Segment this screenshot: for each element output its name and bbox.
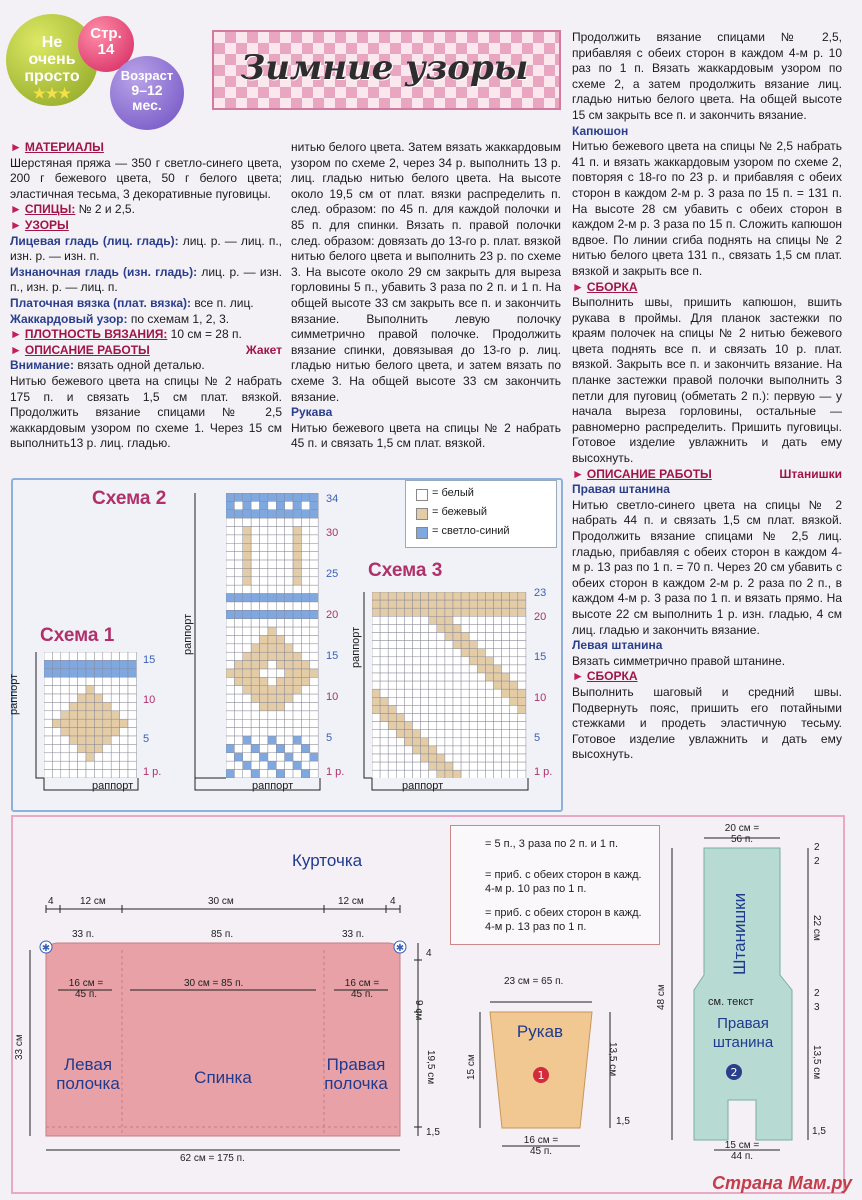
rapport-label-3: раппорт	[402, 780, 444, 792]
left-leg-text: Вязать симметрично правой штанине.	[572, 653, 786, 668]
hood-text: Нитью бежевого цвета на спицы № 2,5 набрать 41 п. и вязать жаккардовым узором по схеме 2, повторяя с 18-го по 23 р. и прибавляя с обеих сторон в каждом 2-м р. 3 раза по 15 п. = 131 п. На высоте 28 см убавить с обеих сторон в каждом 2-м р. 3 раза по 15 п. Сложить капюшон вдвое. По линии сгиба поднять на спицы № 2 нитью белого цвета 131 п., связать 1,5 см плат. вязкой и закрыть все п.	[572, 139, 842, 278]
arrow-icon: ►	[572, 466, 584, 481]
jacket-title: Курточка	[292, 851, 363, 870]
assembly-text: Выполнить швы, пришить капюшон, вшить рукава в проймы. Для планок застежки по краям полочек на спицы № 2 нитью бежевого цвета поднять все п. и связать 10 р. плат. вязкой. Закрыть все п. и закончить вязание. На планке застежки правой полочки выполнить 3 петли для пуговиц (обметать 2 п.): первую — у начала выреза горловины, остальные —равномерно распределить. Пришить пуговицы. Готовое изделие увлажнить и дать ему высохнуть.	[572, 295, 842, 466]
color-legend: = белый = бежевый = светло-синий	[405, 480, 557, 548]
sleeve-label: Рукав	[516, 1022, 564, 1041]
right-front-label: Правая полочка	[324, 1055, 388, 1093]
rapport-label-1: раппорт	[92, 780, 134, 792]
scheme-1-title: Схема 1	[40, 625, 115, 646]
column-3: Продолжить вязание спицами № 2,5, прибавляя с обеих сторон в каждом 4-м р. 10 раз по 1 п. Вязать жаккардовым узором по схеме 2, а затем продолжить вязание лиц. гладью нитью белого цвета. На общей высоте 15 см закрыть все п. и закончить вязание. Капюшон Нитью бежевого цвета на спицы № 2,5 набрать 41 п. и вязать жаккардовым узором по схеме 2, повторяя с 18-го по 23 р. и прибавляя с обеих сторон в каждом 2-м р. 3 раза по 15 п. = 131 п. На высоте 28 см убавить с обеих сторон в каждом 2-м р. 3 раза по 15 п. Сложить капюшон вдвое. По линии сгиба поднять на спицы № 2 нитью белого цвета 131 п., связать 1,5 см плат. вязкой и закрыть все п. ► СБОРКА Выполнить швы, пришить капюшон, вшить рукава в проймы. Для планок застежки по краям полочек на спицы № 2 нитью бежевого цвета поднять все п. и связать 10 р. плат. вязкой. Закрыть все п. и закончить вязание. На планке застежки правой полочки выполнить 3 петли для пуговиц (обметать 2 п.): первую — у начала выреза горловины, остальные —равномерно распределить. Пришить пуговицы. Готовое изделие увлажнить и дать ему высохнуть. ► ОПИСАНИЕ РАБОТЫ Штанишки Правая штанина Нитью светло-синего цвета на спицы № 2 набрать 44 п. и связать 1,5 см плат. вязкой. Продолжить вязание спицами № 2,5 лиц. гладью, прибавляя с обеих сторон в каждом 4-м р. 13 раз по 1 п. = 70 п. Через 20 см убавить с обеих сторон в каждом 2-м р. 2 раза по 2 п., в каждом 4-м р. 3 раза по 1 п. и вязать прямо. На высоте 22 см выполнить 1 р. изн. гладью, 4 см лиц. гладью и закончить вязание. Левая штанина Вязать симметрично правой штанине. ► СБОРКА Выполнить шаговый и средний швы. Подвернуть пояс, пришить его потайными стежками и продеть эластичную тесьму. Готовое изделие увлажнить и дать ему высохнуть.	[572, 30, 842, 762]
arrow-icon: ►	[10, 217, 22, 232]
arrow-icon: ►	[10, 342, 22, 357]
arrow-icon: ►	[10, 327, 22, 342]
arrow-icon: ►	[10, 140, 22, 154]
age-badge: Возраст 9–12 мес.	[110, 56, 184, 130]
pants-title: Штанишки	[730, 892, 749, 975]
jacket-text: Нитью бежевого цвета на спицы № 2 набрать 175 п. и связать 1,5 см плат. вязкой. Продолжить вязание спицами № 2,5 жаккардовым узором по схеме 1. Через 15 см выполнить13 р. лиц. гладью.	[10, 373, 282, 451]
materials-heading: МАТЕРИАЛЫ	[24, 140, 104, 154]
svg-text:✱: ✱	[395, 943, 405, 954]
page-badge: Стр. 14	[78, 16, 134, 72]
difficulty-badge: Не очень просто ★★★	[6, 14, 98, 106]
sleeve-heading: Рукава	[291, 405, 333, 420]
back-label: Спинка	[194, 1068, 252, 1087]
svg-text:1: 1	[537, 1069, 545, 1082]
assembly2-text: Выполнить шаговый и средний швы. Подвернуть пояс, пришить его потайными стежками и продеть эластичную тесьму. Готовое изделие увлажнить и дать ему высохнуть.	[572, 684, 842, 762]
svg-text:2: 2	[730, 1066, 738, 1079]
stars-rating: ★★★	[33, 85, 71, 101]
scheme-3-title: Схема 3	[368, 560, 443, 581]
scheme-2-title: Схема 2	[92, 488, 167, 509]
jacket-text-cont: нитью белого цвета. Затем вязать жаккардовым узором по схеме 2, через 34 р. выполнить 13 р. лиц. гладью нитью белого цвета. На высоте около 19,5 см от плат. вязки распределить п. след. образом: по 45 п. для каждой полочки и 85 п. для спинки. Вязать п. правой полочки след. образом: довязать до 13-го р. плат. вязкой нитью белого цвета и выполнить 23 р. по схеме 3. На высоте около 29 см закрыть для выреза горловины 5 п., убавить 3 раза по 2 п. и 1 п. На общей высоте 33 см закрыть все п. и закончить вязание. Выполнить левую полочку симметрично правой полочке. Продолжить вязание спинки, довязывая до 13-го р. лиц. гладью нитью белого цвета, и затем вязать по схеме 3. На общей высоте 33 см закончить вязание.	[291, 140, 561, 404]
sleeve-text-cont: Продолжить вязание спицами № 2,5, прибавляя с обеих сторон в каждом 4-м р. 10 раз по 1 п. Вязать жаккардовым узором по схеме 2, а затем продолжить вязание лиц. гладью нитью белого цвета. На общей высоте 15 см закрыть все п. и закончить вязание.	[572, 30, 842, 122]
right-leg-text: Нитью светло-синего цвета на спицы № 2 набрать 44 п. и связать 1,5 см плат. вязкой. Продолжить вязание спицами № 2,5 лиц. гладью, прибавляя с обеих сторон в каждом 4-м р. 13 раз по 1 п. = 70 п. Через 20 см убавить с обеих сторон в каждом 2-м р. 2 раза по 2 п., в каждом 4-м р. 3 раза по 1 п. и вязать прямо. На высоте 22 см выполнить 1 р. изн. гладью, 4 см лиц. гладью и закончить вязание.	[572, 497, 842, 637]
arrow-icon: ►	[10, 202, 22, 217]
page-title: Зимние узоры	[240, 48, 529, 88]
left-front-label: Левая полочка	[56, 1055, 120, 1093]
right-leg-label: Правая штанина	[712, 1015, 774, 1051]
rapport-label-2v: раппорт	[182, 613, 194, 655]
arrow-icon: ►	[572, 669, 584, 684]
column-1: ► МАТЕРИАЛЫ Шерстяная пряжа — 350 г светло-синего цвета, 200 г бежевого цвета, 50 г белого цвета; эластичная тесьма, 3 декоративные пуговицы. ► СПИЦЫ: № 2 и 2,5. ► УЗОРЫ Лицевая гладь (лиц. гладь): лиц. р. — лиц. п., изн. р. — изн. п. Изнаночная гладь (изн. гладь): лиц. р. — изн. п., изн. р. — лиц. п. Платочная вязка (плат. вязка): все п. лиц. Жаккардовый узор: по схемам 1, 2, 3. ► ПЛОТНОСТЬ ВЯЗАНИЯ: 10 см = 28 п. ► ОПИСАНИЕ РАБОТЫ Жакет Внимание: вязать одной деталью. Нитью бежевого цвета на спицы № 2 набрать 175 п. и связать 1,5 см плат. вязкой. Продолжить вязание спицами № 2,5 жаккардовым узором по схеме 1. Через 15 см выполнить13 р. лиц. гладью.	[10, 140, 283, 451]
rapport-label-3v: раппорт	[350, 626, 362, 668]
arrow-icon: ►	[572, 279, 584, 294]
materials-text: Шерстяная пряжа — 350 г светло-синего цвета, 200 г бежевого цвета, 50 г белого цвета; эластичная тесьма, 3 декоративные пуговицы.	[10, 155, 282, 201]
svg-text:✱: ✱	[41, 943, 51, 954]
hood-heading: Капюшон	[572, 123, 629, 138]
sleeve-text: Нитью бежевого цвета на спицы № 2 набрать 45 п. и связать 1,5 см плат. вязкой.	[291, 420, 561, 451]
rapport-label-2: раппорт	[252, 780, 294, 792]
rapport-label-1v: раппорт	[8, 673, 20, 715]
patterns-heading: УЗОРЫ	[24, 217, 69, 232]
watermark: Страна Мам.ру	[712, 1173, 852, 1193]
